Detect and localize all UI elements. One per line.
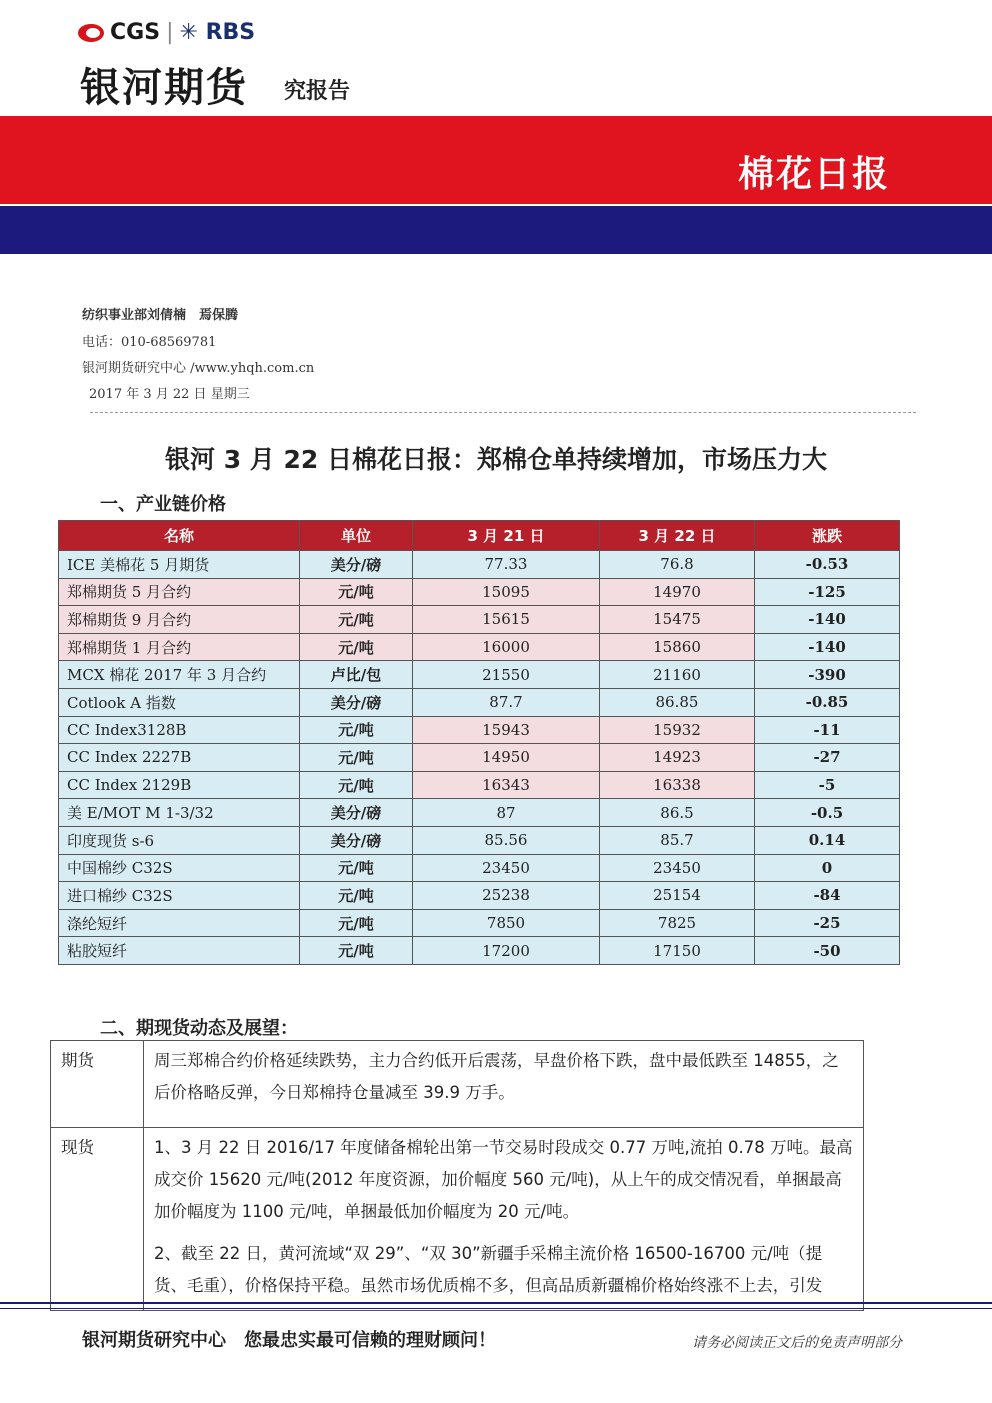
section-heading-market: 二、期现货动态及展望： <box>100 1018 298 1039</box>
cell-name: 郑棉期货 1 月合约 <box>59 633 300 661</box>
footer-divider <box>0 1302 992 1304</box>
cell-name: 中国棉纱 C32S <box>59 854 300 882</box>
website-link[interactable]: 银河期货研究中心 /www.yhqh.com.cn <box>82 361 315 376</box>
cell-unit: 元/吨 <box>300 854 413 882</box>
spot-paragraph-1: 1、3 月 22 日 2016/17 年度储备棉轮出第一节交易时段成交 0.77 万吨,流拍 0.78 万吨。最高成交价 15620 元/吨(2012 年度资源，加价幅度 560 元/吨)，从上午的成交情况看，单捆最高加价幅度为 1100 元/吨，单捆最低加价幅度为 20 元/吨。 <box>154 1138 853 1221</box>
spot-text <box>144 1128 864 1311</box>
authors: 纺织事业部刘倩楠 焉保腾 <box>82 308 239 323</box>
futures-paragraph: 周三郑棉合约价格延续跌势，主力合约低开后震荡，早盘价格下跌，盘中最低跌至 14855，之后价格略反弹，今日郑棉持仓量减至 39.9 万手。 <box>154 1051 839 1102</box>
cell-mar21: 23450 <box>413 854 600 882</box>
cell-mar22: 17150 <box>600 937 755 965</box>
cell-change: -50 <box>755 937 900 965</box>
table-row <box>59 551 900 579</box>
cell-change: -0.85 <box>755 688 900 716</box>
table-row <box>59 826 900 854</box>
footer-divider-thin <box>0 1308 992 1309</box>
cell-name: 印度现货 s-6 <box>59 826 300 854</box>
company-logo <box>78 20 255 45</box>
cell-change: 0 <box>755 854 900 882</box>
divider <box>90 412 916 413</box>
title-banner-stripe <box>0 206 992 254</box>
cell-unit: 元/吨 <box>300 771 413 799</box>
cell-name: CC Index 2129B <box>59 771 300 799</box>
cell-mar21: 16000 <box>413 633 600 661</box>
brand-name: 银河期货 <box>80 65 248 111</box>
cell-unit: 元/吨 <box>300 909 413 937</box>
cell-name: Cotlook A 指数 <box>59 688 300 716</box>
table-row <box>59 937 900 965</box>
cell-mar22: 15860 <box>600 633 755 661</box>
cell-name: 美 E/MOT M 1-3/32 <box>59 799 300 827</box>
cell-mar22: 16338 <box>600 771 755 799</box>
table-row <box>59 688 900 716</box>
report-title: 棉花日报 <box>737 154 890 195</box>
table-row <box>59 744 900 772</box>
table-row <box>59 606 900 634</box>
table-row <box>59 854 900 882</box>
spot-paragraph-2: 2、截至 22 日，黄河流域“双 29”、“双 30”新疆手采棉主流价格 16500-16700 元/吨（提货、毛重），价格保持平稳。虽然市场优质棉不多，但高品质新疆棉价格始终涨不上去，引发 <box>154 1244 823 1295</box>
cell-mar22: 23450 <box>600 854 755 882</box>
cell-unit: 元/吨 <box>300 633 413 661</box>
cell-unit: 元/吨 <box>300 606 413 634</box>
cell-mar21: 77.33 <box>413 551 600 579</box>
cell-mar21: 14950 <box>413 744 600 772</box>
cell-mar21: 15943 <box>413 716 600 744</box>
cell-mar21: 15615 <box>413 606 600 634</box>
cell-change: -140 <box>755 606 900 634</box>
table-row <box>59 909 900 937</box>
cell-mar21: 85.56 <box>413 826 600 854</box>
cell-unit: 卢比/包 <box>300 661 413 689</box>
cell-change: -84 <box>755 882 900 910</box>
cell-change: -5 <box>755 771 900 799</box>
footer-slogan: 银河期货研究中心 您最忠实最可信赖的理财顾问！ <box>82 1330 496 1351</box>
cell-mar22: 14970 <box>600 578 755 606</box>
table-row <box>59 799 900 827</box>
cell-change: -140 <box>755 633 900 661</box>
cell-mar21: 15095 <box>413 578 600 606</box>
section-heading-prices: 一、产业链价格 <box>100 494 226 515</box>
col-header-change: 涨跌 <box>755 521 900 551</box>
cell-unit: 美分/磅 <box>300 688 413 716</box>
cell-mar21: 87 <box>413 799 600 827</box>
cgs-logo-icon <box>78 24 104 42</box>
futures-text <box>144 1041 864 1128</box>
cell-mar22: 21160 <box>600 661 755 689</box>
cell-change: -0.5 <box>755 799 900 827</box>
cell-mar22: 25154 <box>600 882 755 910</box>
cell-unit: 元/吨 <box>300 937 413 965</box>
cell-name: 粘胶短纤 <box>59 937 300 965</box>
logo-rbs-text: ✳ RBS <box>179 20 256 45</box>
cell-change: -0.53 <box>755 551 900 579</box>
cell-mar21: 21550 <box>413 661 600 689</box>
cell-unit: 美分/磅 <box>300 551 413 579</box>
cell-name: 进口棉纱 C32S <box>59 882 300 910</box>
cell-unit: 元/吨 <box>300 882 413 910</box>
cell-mar21: 16343 <box>413 771 600 799</box>
cell-change: 0.14 <box>755 826 900 854</box>
col-header-name: 名称 <box>59 521 300 551</box>
cell-mar22: 85.7 <box>600 826 755 854</box>
report-type: 究报告 <box>284 79 351 104</box>
market-commentary-table <box>50 1040 864 1311</box>
cell-mar22: 15932 <box>600 716 755 744</box>
cell-change: -125 <box>755 578 900 606</box>
cell-change: -390 <box>755 661 900 689</box>
table-row <box>59 661 900 689</box>
cell-mar22: 14923 <box>600 744 755 772</box>
table-row <box>59 882 900 910</box>
cell-mar22: 76.8 <box>600 551 755 579</box>
table-row <box>51 1128 864 1311</box>
cell-name: CC Index 2227B <box>59 744 300 772</box>
cell-mar21: 17200 <box>413 937 600 965</box>
cell-mar21: 87.7 <box>413 688 600 716</box>
cell-name: 郑棉期货 9 月合约 <box>59 606 300 634</box>
spot-label: 现货 <box>51 1128 144 1311</box>
col-header-unit: 单位 <box>300 521 413 551</box>
table-row <box>51 1041 864 1128</box>
table-row <box>59 771 900 799</box>
table-header-row <box>59 521 900 551</box>
table-row <box>59 578 900 606</box>
cell-mar22: 7825 <box>600 909 755 937</box>
cell-name: CC Index3128B <box>59 716 300 744</box>
report-date: 2017 年 3 月 22 日 星期三 <box>89 387 250 402</box>
cell-unit: 美分/磅 <box>300 799 413 827</box>
price-table <box>58 520 900 965</box>
futures-label: 期货 <box>51 1041 144 1128</box>
cell-change: -27 <box>755 744 900 772</box>
cell-change: -11 <box>755 716 900 744</box>
cell-unit: 元/吨 <box>300 578 413 606</box>
cell-unit: 元/吨 <box>300 744 413 772</box>
cell-unit: 美分/磅 <box>300 826 413 854</box>
cell-name: 郑棉期货 5 月合约 <box>59 578 300 606</box>
cell-unit: 元/吨 <box>300 716 413 744</box>
logo-separator: | <box>166 20 174 45</box>
page-title: 银河 3 月 22 日棉花日报：郑棉仓单持续增加，市场压力大 <box>164 445 827 474</box>
phone: 电话：010-68569781 <box>82 335 217 350</box>
table-row <box>59 633 900 661</box>
cell-mar22: 15475 <box>600 606 755 634</box>
cell-name: 涤纶短纤 <box>59 909 300 937</box>
cell-mar21: 7850 <box>413 909 600 937</box>
cell-mar22: 86.85 <box>600 688 755 716</box>
disclaimer-note: 请务必阅读正文后的免责声明部分 <box>692 1335 902 1351</box>
col-header-mar21: 3 月 21 日 <box>413 521 600 551</box>
cell-mar22: 86.5 <box>600 799 755 827</box>
cell-name: ICE 美棉花 5 月期货 <box>59 551 300 579</box>
cell-change: -25 <box>755 909 900 937</box>
cell-mar21: 25238 <box>413 882 600 910</box>
table-row <box>59 716 900 744</box>
logo-cgs-text: CGS <box>110 20 161 45</box>
cell-name: MCX 棉花 2017 年 3 月合约 <box>59 661 300 689</box>
col-header-mar22: 3 月 22 日 <box>600 521 755 551</box>
